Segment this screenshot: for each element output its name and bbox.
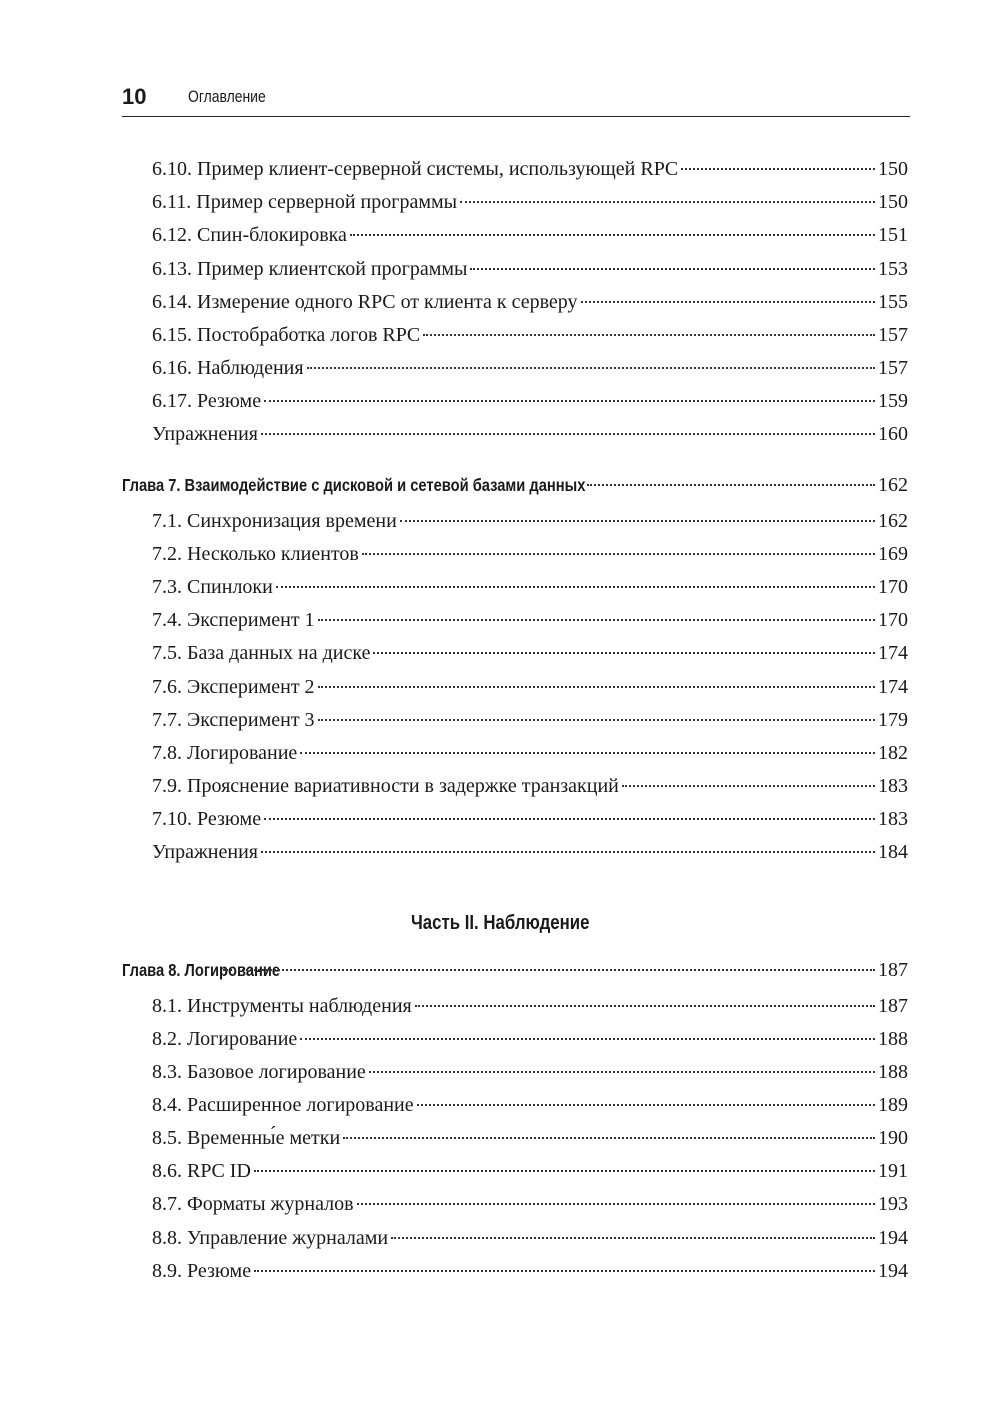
toc-section-entry	[152, 642, 908, 670]
toc-entry-page: 169	[878, 543, 908, 565]
toc-entry-page: 184	[878, 841, 908, 863]
dot-leader	[307, 367, 875, 369]
toc-entry-page: 194	[878, 1260, 908, 1282]
toc-entry-title: 8.5. Временны́е метки	[152, 1127, 341, 1149]
dot-leader	[587, 484, 875, 486]
toc-section-entry	[152, 609, 908, 637]
toc-section-entry	[152, 390, 908, 418]
toc-entry-page: 150	[878, 158, 908, 180]
dot-leader	[423, 334, 875, 336]
toc-entry-title: 7.5. База данных на диске	[152, 642, 371, 664]
toc-section-entry	[152, 709, 908, 737]
dot-leader	[261, 851, 875, 853]
toc-entry-title: 6.12. Спин-блокировка	[152, 224, 347, 246]
toc-entry-title: Глава 7. Взаимодействие с дисковой и сетевой базами данных	[122, 475, 586, 495]
dot-leader	[391, 1237, 875, 1239]
dot-leader	[254, 1170, 875, 1172]
toc-entry-title: 8.1. Инструменты наблюдения	[152, 995, 412, 1017]
toc-section-entry	[152, 808, 908, 836]
running-title: Оглавление	[188, 87, 266, 106]
toc-entry-title: 8.3. Базовое логирование	[152, 1061, 366, 1083]
toc-section-entry	[152, 357, 908, 385]
toc-entry-title: 6.11. Пример серверной программы	[152, 191, 458, 213]
toc-entry-page: 187	[878, 959, 908, 981]
toc-entry-page: 194	[878, 1227, 908, 1249]
toc-entry-page: 153	[878, 258, 908, 280]
part-title: Часть II. Наблюдение	[410, 912, 590, 934]
dot-leader	[300, 752, 875, 754]
toc-entry-page: 151	[878, 224, 908, 246]
page-number: 10	[122, 84, 147, 109]
toc-section-entry	[152, 1227, 908, 1255]
dot-leader	[318, 686, 875, 688]
dot-leader	[357, 1203, 875, 1205]
dot-leader	[470, 268, 875, 270]
dot-leader	[417, 1104, 875, 1106]
toc-entry-title: Глава 8. Логирование	[122, 960, 281, 980]
toc-entry-page: 170	[878, 576, 908, 598]
toc-entry-page: 188	[878, 1028, 908, 1050]
toc-entry-page: 162	[878, 474, 908, 496]
toc-entry-title: 8.8. Управление журналами	[152, 1227, 389, 1249]
dot-leader	[318, 719, 875, 721]
toc-section-entry	[152, 1028, 908, 1056]
toc-entry-page: 183	[878, 775, 908, 797]
toc-entry-page: 187	[878, 995, 908, 1017]
toc-entry-page: 174	[878, 642, 908, 664]
dot-leader	[318, 619, 875, 621]
dot-leader	[581, 301, 875, 303]
toc-entry-page: 183	[878, 808, 908, 830]
toc-chapter-entry	[122, 474, 908, 502]
toc-section-entry	[152, 775, 908, 803]
toc-section-entry	[152, 258, 908, 286]
toc-section-entry	[152, 676, 908, 704]
toc-entry-title: Упражнения	[152, 841, 258, 863]
toc-entry-page: 191	[878, 1160, 908, 1182]
toc-entry-title: 7.9. Прояснение вариативности в задержке транзакций	[152, 775, 619, 797]
toc-entry-page: 190	[878, 1127, 908, 1149]
toc-entry-title: 7.1. Синхронизация времени	[152, 510, 397, 532]
toc-entry-page: 189	[878, 1094, 908, 1116]
toc-entry-page: 159	[878, 390, 908, 412]
toc-entry-title: 7.8. Логирование	[152, 742, 298, 764]
dot-leader	[254, 1270, 875, 1272]
toc-entry-title: 7.4. Эксперимент 1	[152, 609, 315, 631]
toc-section-entry	[152, 158, 908, 186]
toc-entry-title: 6.15. Постобработка логов RPC	[152, 324, 421, 346]
toc-entry-page: 157	[878, 357, 908, 379]
toc-section-entry	[152, 510, 908, 538]
toc-section-entry	[152, 324, 908, 352]
toc-section-entry	[152, 543, 908, 571]
dot-leader	[415, 1005, 875, 1007]
toc-chapter-entry	[122, 959, 908, 987]
toc-entry-title: 6.16. Наблюдения	[152, 357, 304, 379]
toc-entry-page: 157	[878, 324, 908, 346]
dot-leader	[373, 652, 875, 654]
toc-section-entry	[152, 742, 908, 770]
toc-entry-title: 8.4. Расширенное логирование	[152, 1094, 414, 1116]
toc-section-entry	[152, 1160, 908, 1188]
dot-leader	[460, 201, 875, 203]
toc-section-entry	[152, 841, 908, 869]
dot-leader	[223, 969, 875, 971]
toc-entry-title: 6.14. Измерение одного RPC от клиента к серверу	[152, 291, 578, 313]
dot-leader	[622, 785, 875, 787]
toc-section-entry	[152, 291, 908, 319]
toc-section-entry	[152, 1094, 908, 1122]
toc-entry-page: 179	[878, 709, 908, 731]
toc-entry-title: 7.10. Резюме	[152, 808, 262, 830]
toc-entry-page: 150	[878, 191, 908, 213]
toc-entry-page: 160	[878, 423, 908, 445]
page-header	[122, 80, 910, 117]
toc-section-entry	[152, 191, 908, 219]
toc-entry-title: 6.17. Резюме	[152, 390, 262, 412]
toc-entry-title: 7.7. Эксперимент 3	[152, 709, 315, 731]
toc-section-entry	[152, 1061, 908, 1089]
dot-leader	[362, 553, 875, 555]
toc-entry-title: 8.2. Логирование	[152, 1028, 298, 1050]
dot-leader	[276, 586, 875, 588]
toc-section-entry	[152, 423, 908, 451]
toc-entry-title: 6.13. Пример клиентской программы	[152, 258, 468, 280]
toc-section-entry	[152, 1260, 908, 1288]
dot-leader	[261, 433, 875, 435]
dot-leader	[264, 400, 875, 402]
dot-leader	[350, 234, 875, 236]
dot-leader	[343, 1137, 875, 1139]
dot-leader	[264, 818, 875, 820]
toc-entry-title: 7.6. Эксперимент 2	[152, 676, 315, 698]
toc-section-entry	[152, 1193, 908, 1221]
toc-entry-page: 188	[878, 1061, 908, 1083]
toc-entry-page: 174	[878, 676, 908, 698]
toc-section-entry	[152, 224, 908, 252]
toc-section-entry	[152, 576, 908, 604]
toc-entry-title: 8.9. Резюме	[152, 1260, 252, 1282]
toc-entry-title: 7.3. Спинлоки	[152, 576, 273, 598]
toc-entry-title: 6.10. Пример клиент-серверной системы, использующей RPC	[152, 158, 679, 180]
toc-entry-page: 182	[878, 742, 908, 764]
dot-leader	[300, 1038, 875, 1040]
toc-entry-title: 8.6. RPC ID	[152, 1160, 251, 1182]
toc-entry-title: 8.7. Форматы журналов	[152, 1193, 354, 1215]
toc-section-entry	[152, 1127, 908, 1155]
toc-entry-page: 193	[878, 1193, 908, 1215]
toc-section-entry	[152, 995, 908, 1023]
toc-entry-page: 170	[878, 609, 908, 631]
toc-entry-title: Упражнения	[152, 423, 258, 445]
dot-leader	[369, 1071, 875, 1073]
toc-entry-title: 7.2. Несколько клиентов	[152, 543, 359, 565]
toc-entry-page: 162	[878, 510, 908, 532]
toc-entry-page: 155	[878, 291, 908, 313]
dot-leader	[681, 168, 875, 170]
dot-leader	[400, 520, 875, 522]
